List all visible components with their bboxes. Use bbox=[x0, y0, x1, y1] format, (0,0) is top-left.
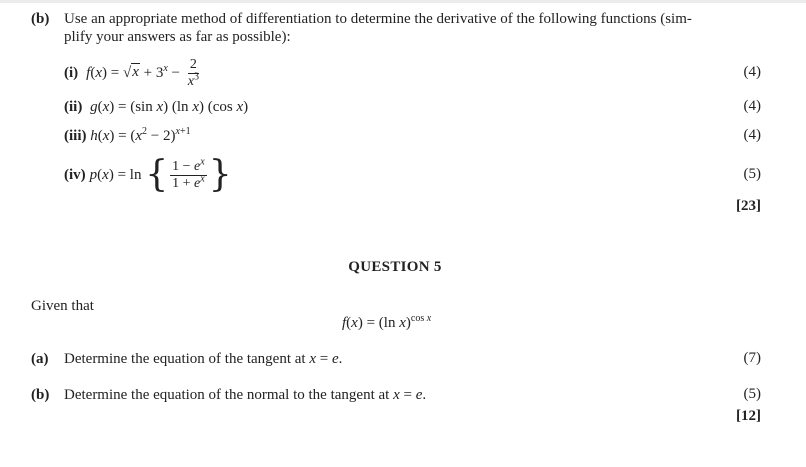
item-i-label: (i) bbox=[64, 65, 79, 81]
item-i bbox=[64, 56, 203, 90]
q5-total-marks: [12] bbox=[736, 408, 761, 424]
item-ii-marks: (4) bbox=[743, 98, 761, 114]
top-rule bbox=[0, 0, 806, 3]
part-b-label: (b) bbox=[31, 11, 50, 27]
item-i-formula: $f(x) = √x + 3^x$ − $\frac{2}{x^3}$ bbox=[86, 56, 199, 89]
item-iii bbox=[64, 127, 191, 145]
q5-b-marks: (5) bbox=[743, 386, 761, 402]
item-iii-marks: (4) bbox=[743, 127, 761, 143]
part-b-text-line1: Use an appropriate method of differentiation to determine the derivative of the following functions (sim- bbox=[64, 11, 692, 27]
item-iv bbox=[64, 155, 232, 195]
item-i-marks: (4) bbox=[743, 64, 761, 80]
item-ii bbox=[64, 98, 248, 116]
item-iii-formula: $h(x) = (x^2 - 2)^{x+1}$ bbox=[90, 126, 191, 144]
item-iv-marks: (5) bbox=[743, 166, 761, 182]
item-iv-formula: p ( x ) = ln { $\frac{1 - e^x}{1 + e^x}$ } bbox=[89, 154, 232, 195]
subtotal-marks: [23] bbox=[736, 198, 761, 214]
item-ii-formula: g(x) = (sin x) (ln x) (cos x) bbox=[90, 99, 249, 115]
q5-a-label: (a) bbox=[31, 351, 49, 367]
item-iii-label: (iii) bbox=[64, 128, 87, 144]
q5-b-text: Determine the equation of the normal to the tangent at x = e. bbox=[64, 387, 427, 403]
question-5-heading: QUESTION 5 bbox=[348, 259, 442, 275]
q5-a-text: Determine the equation of the tangent at x = e. bbox=[64, 351, 343, 367]
part-b-text-line2: plify your answers as far as possible): bbox=[64, 29, 291, 45]
item-iv-label: (iv) bbox=[64, 167, 86, 183]
q5-function: f(x) = (ln x)$^{cos x}$ bbox=[342, 313, 432, 331]
q5-b-label: (b) bbox=[31, 387, 50, 403]
q5-a-marks: (7) bbox=[743, 350, 761, 366]
item-ii-label: (ii) bbox=[64, 99, 83, 115]
given-that-text: Given that bbox=[31, 298, 94, 314]
